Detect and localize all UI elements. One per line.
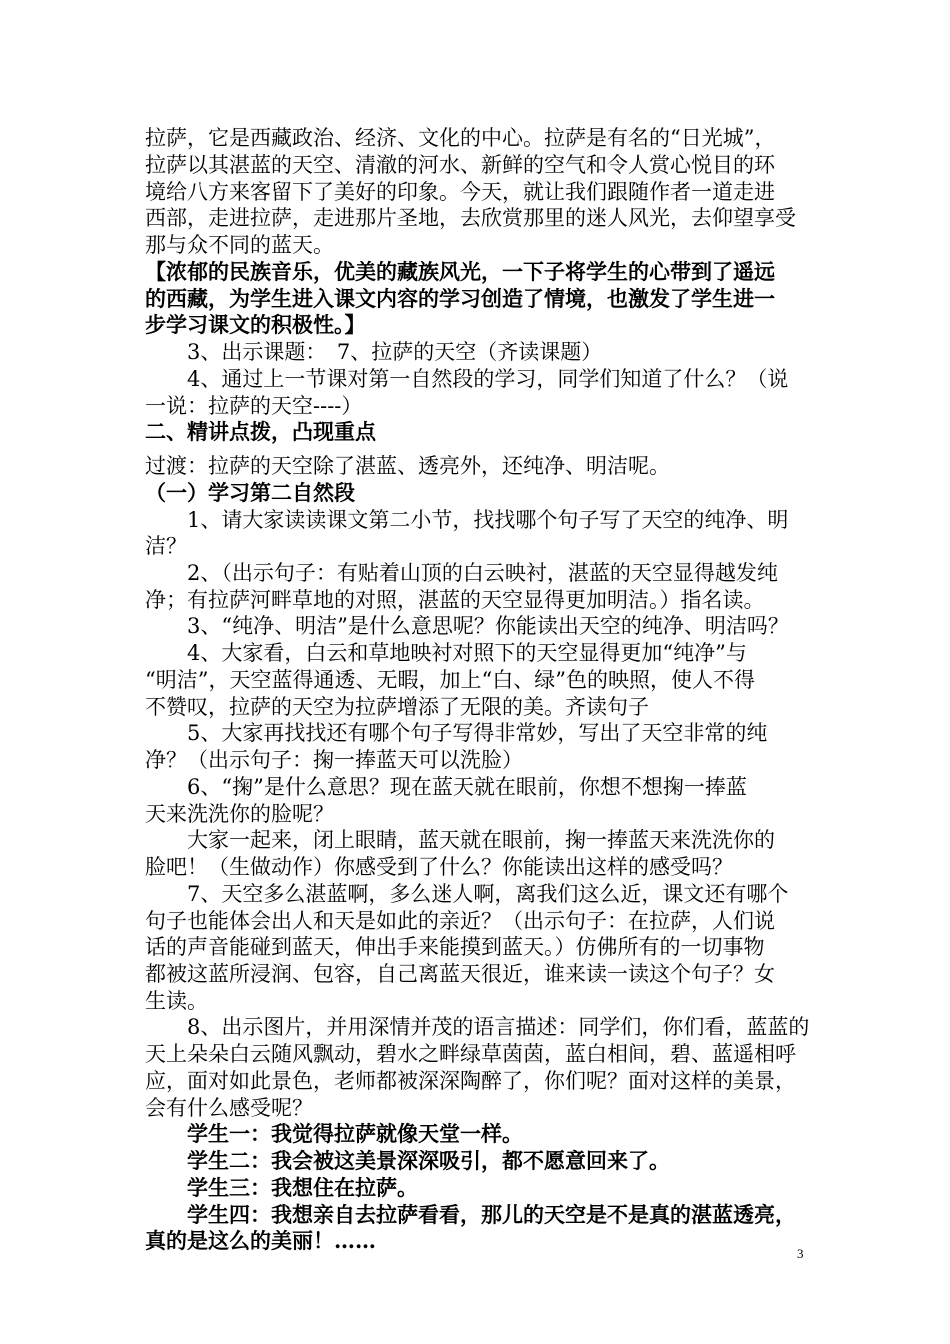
text-line: 7、天空多么湛蓝啊，多么迷人啊，离我们这么近，课文还有哪个	[187, 882, 789, 906]
student-answer: 学生一：我觉得拉萨就像天堂一样。	[187, 1121, 523, 1146]
student-answer: 学生四：我想亲自去拉萨看看，那儿的天空是不是真的湛蓝透亮，	[187, 1202, 796, 1227]
text-line: 8、出示图片，并用深情并茂的语言描述：同学们，你们看，蓝蓝的	[187, 1015, 810, 1039]
text-line: 3、出示课题： 7、拉萨的天空（齐读课题）	[187, 340, 603, 364]
text-line: 净；有拉萨河畔草地的对照，湛蓝的天空显得更加明洁。）指名读。	[145, 588, 765, 612]
text-line: 境给八方来客留下了美好的印象。今天，就让我们跟随作者一道走进	[145, 180, 775, 204]
section-heading: 二、精讲点拨，凸现重点	[145, 419, 376, 444]
text-line: 大家一起来，闭上眼睛，蓝天就在眼前，掬一捧蓝天来洗洗你的	[187, 828, 775, 852]
student-answer: 真的是这么的美丽！……	[145, 1228, 376, 1253]
text-line: 天上朵朵白云随风飘动，碧水之畔绿草茵茵，蓝白相间，碧、蓝遥相呼	[145, 1042, 796, 1066]
text-line: 生读。	[145, 989, 208, 1013]
page-number: 3	[797, 1246, 804, 1261]
text-line: 会有什么感受呢？	[145, 1096, 313, 1120]
text-line: 4、通过上一节课对第一自然段的学习，同学们知道了什么？（说	[187, 367, 789, 391]
text-line: 3、“纯净、明洁”是什么意思呢？你能读出天空的纯净、明洁吗？	[187, 614, 789, 638]
text-line: 洁？	[145, 534, 187, 558]
text-line: 一说：拉萨的天空----）	[145, 394, 363, 418]
text-line: 拉萨，它是西藏政治、经济、文化的中心。拉萨是有名的“日光城”，	[145, 126, 776, 150]
student-answer: 学生二：我会被这美景深深吸引，都不愿意回来了。	[187, 1148, 670, 1173]
text-line: 2、（出示句子：有贴着山顶的白云映衬，湛蓝的天空显得越发纯	[187, 561, 778, 585]
text-line: 不赞叹，拉萨的天空为拉萨增添了无限的美。齐读句子	[145, 695, 649, 719]
text-line: 脸吧！（生做动作）你感受到了什么？你能读出这样的感受吗？	[145, 855, 733, 879]
text-line: 天来洗洗你的脸呢？	[145, 802, 334, 826]
text-line: 那与众不同的蓝天。	[145, 233, 334, 257]
text-line: 4、大家看，白云和草地映衬对照下的天空显得更加“纯净”与	[187, 641, 747, 665]
text-line: 西部，走进拉萨，走进那片圣地，去欣赏那里的迷人风光，去仰望享受	[145, 206, 796, 230]
text-line: 句子也能体会出人和天是如此的亲近？（出示句子：在拉萨，人们说	[145, 909, 775, 933]
text-line: 都被这蓝所浸润、包容，自己离蓝天很近，谁来读一读这个句子？女	[145, 962, 775, 986]
comment-line: 的西藏，为学生进入课文内容的学习创造了情境，也激发了学生进一	[145, 286, 775, 311]
comment-line: 【浓郁的民族音乐，优美的藏族风光，一下子将学生的心带到了遥远	[145, 259, 775, 284]
text-line: 1、请大家读读课文第二小节，找找哪个句子写了天空的纯净、明	[187, 508, 789, 532]
text-line: 话的声音能碰到蓝天，伸出手来能摸到蓝天。）仿佛所有的一切事物	[145, 935, 765, 959]
text-line: “明洁”，天空蓝得通透、无暇，加上“白、绿”色的映照，使人不得	[145, 668, 755, 692]
text-line: 5、大家再找找还有哪个句子写得非常妙，写出了天空非常的纯	[187, 721, 768, 745]
text-line: 6、“掬”是什么意思？现在蓝天就在眼前，你想不想掬一捧蓝	[187, 775, 747, 799]
text-line: 拉萨以其湛蓝的天空、清澈的河水、新鲜的空气和令人赏心悦目的环	[145, 153, 775, 177]
text-line: 过渡：拉萨的天空除了湛蓝、透亮外，还纯净、明洁呢。	[145, 454, 670, 478]
text-line: 净？（出示句子：掬一捧蓝天可以洗脸）	[145, 748, 523, 772]
text-line: 应，面对如此景色，老师都被深深陶醉了，你们呢？面对这样的美景，	[145, 1069, 796, 1093]
subsection-heading: （一）学习第二自然段	[145, 480, 355, 505]
student-answer: 学生三：我想住在拉萨。	[187, 1175, 418, 1200]
comment-line: 步学习课文的积极性。】	[145, 312, 366, 337]
